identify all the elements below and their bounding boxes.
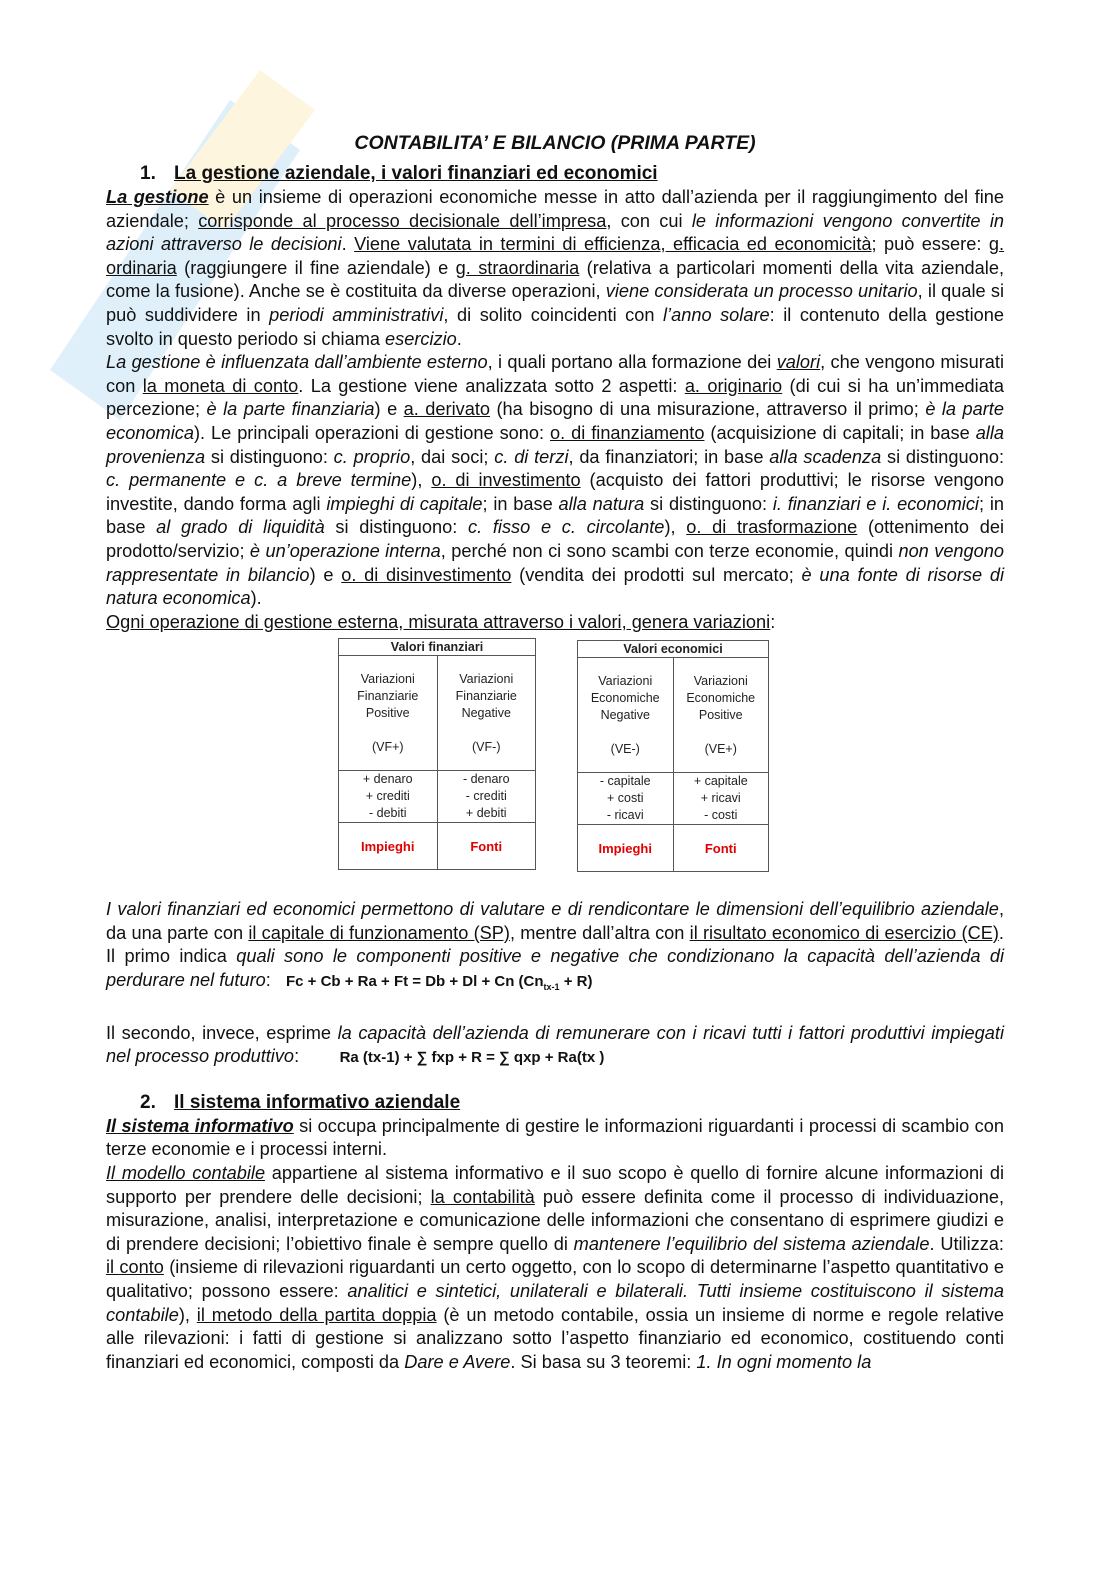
table-fin-right-items: - denaro - crediti + debiti [437, 771, 536, 823]
section-1-heading [140, 163, 1004, 185]
table-fin-left-items: + denaro + crediti - debiti [339, 771, 438, 823]
section-2-title: Il sistema informativo aziendale [174, 1091, 461, 1113]
section-1-title: La gestione aziendale, i valori finanziari ed economici [174, 163, 658, 184]
table-fin-right-header: Variazioni Finanziarie Negative (VF-) [437, 656, 536, 771]
table-eco-impieghi: Impieghi [578, 825, 674, 872]
table-fin-left-header: Variazioni Finanziarie Positive (VF+) [339, 656, 438, 771]
table-eco-right-header: Variazioni Economiche Positive (VE+) [673, 658, 769, 773]
section-1-number: 1. [140, 163, 156, 184]
table-valori-economici [577, 640, 769, 872]
paragraph-sistema-informativo: Il sistema informativo si occupa principalmente di gestire le informazioni riguardanti i processi di scambio con terze economie e i processi interni. [106, 1115, 1004, 1160]
formula-capitale: Fc + Cb + Ra + Ft = Db + Dl + Cn $(Cn_{tx-1} + R)$ [285, 973, 593, 993]
paragraph-ambiente: La gestione è influenzata dall’ambiente esterno, i quali portano alla formazione dei valori, che vengono misurati con la moneta di conto. La gestione viene analizzata sotto 2 aspetti: a. originario (di cui si ha un’immediata percezione; è la parte finanziaria) e a. derivato (ha bisogno di una misurazione, attraverso il primo; è la parte economica). Le principali operazioni di gestione sono: o. di finanziamento (acquisizione di capitali; in base alla provenienza si distinguono: c. proprio, dai soci; c. di terzi, da finanziatori; in base alla scadenza si distinguono: c. permanente e c. a breve termine), o. di investimento (acquisto dei fattori produttivi; le risorse vengono investite, dando forma agli impieghi di capitale; in base alla natura si distinguono: i. finanziari e i. economici; in base al grado di liquidità si distinguono: c. fisso e c. circolante), o. di trasformazione (ottenimento dei prodotto/servizio; è un’operazione interna, perché non ci sono scambi con terze economie, quindi non vengono rappresentate in bilancio) e o. di disinvestimento (vendita dei prodotti sul mercato; è una fonte di risorse di natura economica). [106, 352, 1005, 609]
document-page [106, 128, 1004, 1374]
table-fin-impieghi: Impieghi [339, 823, 438, 870]
paragraph-variazioni: Ogni operazione di gestione esterna, misurata attraverso i valori, genera variazioni: [106, 611, 776, 632]
paragraph-equilibrio: I valori finanziari ed economici permettono di valutare e di rendicontare le dimensioni dell’equilibrio aziendale, da una parte con il capitale di funzionamento (SP), mentre dall’altra con il risultato economico di esercizio (CE). Il primo indica quali sono le componenti positive e negative che condizionano la capacità dell’azienda di perdurare nel futuro: Fc + Cb + Ra + Ft = Db + Dl + Cn $(Cn_{tx-1} + R)$ [106, 899, 1004, 993]
document-title: CONTABILITA’ E BILANCIO (PRIMA PARTE) [354, 132, 756, 154]
section-2-number: 2. [140, 1091, 156, 1113]
table-fin-fonti: Fonti [437, 823, 536, 870]
table-valori-finanziari [338, 638, 536, 870]
paragraph-gestione: La gestione è un insieme di operazioni economiche messe in atto dall’azienda per il raggiungimento del fine aziendale; corrisponde al processo decisionale dell’impresa, con cui le informazioni vengono convertite in azioni attraverso le decisioni. Viene valutata in termini di efficienza, efficacia ed economicità; può essere: g. ordinaria (raggiungere il fine aziendale) e g. straordinaria (relativa a particolari momenti della vita aziendale, come la fusione). Anche se è costituita da diverse operazioni, viene considerata un processo unitario, il quale si può suddividere in periodi amministrativi, di solito coincidenti con l’anno solare: il contenuto della gestione svolto in questo periodo si chiama esercizio. [106, 187, 1004, 349]
paragraph-secondo: Il secondo, invece, esprime la capacità dell’azienda di remunerare con i ricavi tutti i fattori produttivi impiegati nel processo produttivo: Ra (tx-1) + ∑ fxp + R = ∑ qxp + Ra(tx ) [106, 1022, 1004, 1067]
table-fin-title: Valori finanziari [339, 639, 536, 656]
table-eco-right-items: + capitale + ricavi - costi [673, 773, 769, 825]
paragraph-modello-contabile: Il modello contabile appartiene al sistema informativo e il suo scopo è quello di fornire alcune informazioni di supporto per prendere delle decisioni; la contabilità può essere definita come il processo di individuazione, misurazione, analisi, interpretazione e comunicazione delle informazioni che consentano di esprimere giudizi e di prendere decisioni; l’obiettivo finale è sempre quello di mantenere l’equilibrio del sistema aziendale. Utilizza: il conto (insieme di rilevazioni riguardanti un certo oggetto, con lo scopo di determinarne l’aspetto quantitativo e qualitativo; possono essere: analitici e sintetici, unilaterali e bilaterali. Tutti insieme costituiscono il sistema contabile), il metodo della partita doppia (è un metodo contabile, ossia un insieme di norme e regole relative alle rilevazioni: i fatti di gestione si analizzano sotto l’aspetto finanziario ed economico, costituendo conti finanziari ed economici, composti da Dare e Avere. Si basa su 3 teoremi: 1. In ogni momento la [106, 1163, 1004, 1372]
table-eco-left-items: - capitale + costi - ricavi [578, 773, 674, 825]
table-eco-left-header: Variazioni Economiche Negative (VE-) [578, 658, 674, 773]
section-2-heading [140, 1092, 1004, 1114]
formula-risultato: Ra (tx-1) + ∑ fxp + R = ∑ qxp + Ra(tx ) [339, 1049, 605, 1067]
table-eco-title: Valori economici [578, 641, 769, 658]
values-tables [106, 636, 1004, 898]
table-eco-fonti: Fonti [673, 825, 769, 872]
